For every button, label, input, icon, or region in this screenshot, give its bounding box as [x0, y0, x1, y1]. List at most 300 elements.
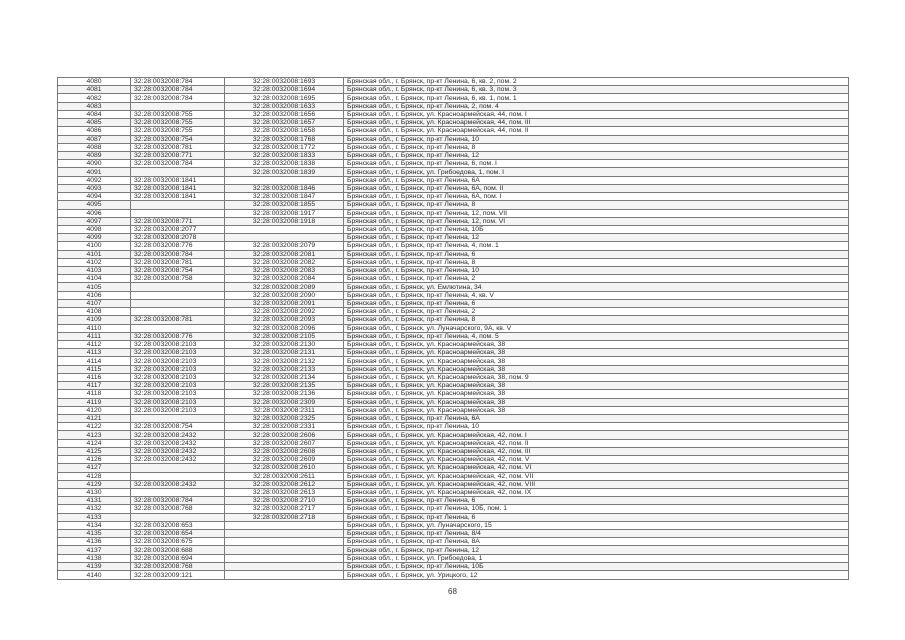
table-row [58, 357, 849, 365]
address-cell: Брянская обл., г. Брянск, ул. Красноармейская, 38, пом. 9 [344, 373, 849, 381]
cadastral-number-primary-cell [131, 299, 225, 307]
cadastral-number-secondary-cell [225, 571, 344, 580]
table-row [58, 349, 849, 357]
row-index-cell: 4137 [58, 546, 131, 554]
table-row [58, 78, 849, 86]
row-index-cell: 4096 [58, 209, 131, 217]
cadastral-number-primary-cell [131, 324, 225, 332]
address-cell: Брянская обл., г. Брянск, ул. Грибоедова, 1 [344, 554, 849, 562]
address-cell: Брянская обл., г. Брянск, пр-кт Ленина, 10Б [344, 225, 849, 233]
cadastral-number-secondary-cell: 32:28:0032008:2081 [225, 250, 344, 258]
cadastral-number-primary-cell: 32:28:0032008:784 [131, 250, 225, 258]
cadastral-number-secondary-cell: 32:28:0032008:2134 [225, 373, 344, 381]
address-cell: Брянская обл., г. Брянск, ул. Красноармейская, 44, пом. II [344, 127, 849, 135]
table-row [58, 332, 849, 340]
row-index-cell: 4095 [58, 201, 131, 209]
table-row [58, 530, 849, 538]
cadastral-number-secondary-cell: 32:28:0032008:2105 [225, 332, 344, 340]
cadastral-number-primary-cell: 32:28:0032008:2103 [131, 382, 225, 390]
cadastral-number-primary-cell [131, 102, 225, 110]
table-row [58, 267, 849, 275]
row-index-cell: 4136 [58, 538, 131, 546]
cadastral-number-secondary-cell: 32:28:0032008:2331 [225, 423, 344, 431]
row-index-cell: 4099 [58, 234, 131, 242]
address-cell: Брянская обл., г. Брянск, пр-кт Ленина, 6А [344, 176, 849, 184]
row-index-cell: 4107 [58, 299, 131, 307]
address-cell: Брянская обл., г. Брянск, пр-кт Ленина, 6, пом. I [344, 160, 849, 168]
cadastral-number-secondary-cell: 32:28:0032008:1772 [225, 143, 344, 151]
cadastral-number-secondary-cell [225, 225, 344, 233]
address-cell: Брянская обл., г. Брянск, пр-кт Ленина, 6 [344, 513, 849, 521]
table-row [58, 341, 849, 349]
cadastral-number-primary-cell [131, 291, 225, 299]
address-cell: Брянская обл., г. Брянск, ул. Красноармейская, 44, пом. III [344, 119, 849, 127]
table-row [58, 390, 849, 398]
cadastral-number-secondary-cell: 32:28:0032008:2131 [225, 349, 344, 357]
address-cell: Брянская обл., г. Брянск, ул. Красноармейская, 38 [344, 357, 849, 365]
row-index-cell: 4085 [58, 119, 131, 127]
address-cell: Брянская обл., г. Брянск, ул. Урицкого, 12 [344, 571, 849, 580]
cadastral-number-primary-cell: 32:28:0032008:758 [131, 275, 225, 283]
cadastral-number-secondary-cell: 32:28:0032008:2132 [225, 357, 344, 365]
cadastral-number-primary-cell: 32:28:0032008:2103 [131, 398, 225, 406]
address-cell: Брянская обл., г. Брянск, пр-кт Ленина, 12, пом. VII [344, 209, 849, 217]
table-row [58, 110, 849, 118]
row-index-cell: 4140 [58, 571, 131, 580]
row-index-cell: 4081 [58, 86, 131, 94]
row-index-cell: 4112 [58, 341, 131, 349]
address-cell: Брянская обл., г. Брянск, ул. Красноармейская, 42, пом. VI [344, 464, 849, 472]
table-row [58, 456, 849, 464]
cadastral-number-secondary-cell: 32:28:0032008:1768 [225, 135, 344, 143]
table-row [58, 308, 849, 316]
row-index-cell: 4082 [58, 94, 131, 102]
table-row [58, 447, 849, 455]
cadastral-number-secondary-cell: 32:28:0032008:1918 [225, 217, 344, 225]
address-cell: Брянская обл., г. Брянск, ул. Красноармейская, 38 [344, 390, 849, 398]
cadastral-number-secondary-cell: 32:28:0032008:1846 [225, 184, 344, 192]
table-row [58, 291, 849, 299]
address-cell: Брянская обл., г. Брянск, ул. Грибоедова, 1, пом. I [344, 168, 849, 176]
cadastral-number-secondary-cell: 32:28:0032008:2096 [225, 324, 344, 332]
table-row [58, 464, 849, 472]
table-row [58, 184, 849, 192]
row-index-cell: 4125 [58, 447, 131, 455]
row-index-cell: 4117 [58, 382, 131, 390]
table-row [58, 168, 849, 176]
row-index-cell: 4086 [58, 127, 131, 135]
cadastral-number-primary-cell: 32:28:0032009:121 [131, 571, 225, 580]
table-row [58, 488, 849, 496]
row-index-cell: 4093 [58, 184, 131, 192]
cadastral-number-primary-cell: 32:28:0032008:784 [131, 160, 225, 168]
cadastral-number-primary-cell: 32:28:0032008:1841 [131, 184, 225, 192]
table-row [58, 193, 849, 201]
address-cell: Брянская обл., г. Брянск, ул. Красноармейская, 42, пом. IX [344, 488, 849, 496]
cadastral-number-primary-cell: 32:28:0032008:781 [131, 143, 225, 151]
table-row [58, 382, 849, 390]
address-cell: Брянская обл., г. Брянск, пр-кт Ленина, 8 [344, 258, 849, 266]
cadastral-number-secondary-cell: 32:28:0032008:2613 [225, 488, 344, 496]
row-index-cell: 4135 [58, 530, 131, 538]
table-row [58, 324, 849, 332]
cadastral-number-primary-cell: 32:28:0032008:754 [131, 135, 225, 143]
cadastral-number-secondary-cell: 32:28:0032008:2611 [225, 472, 344, 480]
row-index-cell: 4094 [58, 193, 131, 201]
address-cell: Брянская обл., г. Брянск, пр-кт Ленина, 12 [344, 151, 849, 159]
cadastral-number-primary-cell: 32:28:0032008:781 [131, 258, 225, 266]
cadastral-number-primary-cell [131, 472, 225, 480]
cadastral-number-secondary-cell: 32:28:0032008:2311 [225, 406, 344, 414]
cadastral-number-secondary-cell: 32:28:0032008:1847 [225, 193, 344, 201]
table-row [58, 102, 849, 110]
table-row [58, 242, 849, 250]
address-cell: Брянская обл., г. Брянск, пр-кт Ленина, 12, пом. VI [344, 217, 849, 225]
address-cell: Брянская обл., г. Брянск, ул. Красноармейская, 38 [344, 382, 849, 390]
row-index-cell: 4089 [58, 151, 131, 159]
row-index-cell: 4129 [58, 480, 131, 488]
row-index-cell: 4115 [58, 365, 131, 373]
table-row [58, 86, 849, 94]
cadastral-number-primary-cell: 32:28:0032008:754 [131, 423, 225, 431]
cadastral-number-primary-cell: 32:28:0032008:781 [131, 316, 225, 324]
table-row [58, 234, 849, 242]
table-row [58, 406, 849, 414]
table-row [58, 209, 849, 217]
cadastral-number-secondary-cell [225, 546, 344, 554]
address-cell: Брянская обл., г. Брянск, пр-кт Ленина, 6А, пом. II [344, 184, 849, 192]
cadastral-number-secondary-cell: 32:28:0032008:2090 [225, 291, 344, 299]
cadastral-number-primary-cell: 32:28:0032008:2103 [131, 349, 225, 357]
row-index-cell: 4108 [58, 308, 131, 316]
cadastral-number-primary-cell: 32:28:0032008:2432 [131, 456, 225, 464]
address-cell: Брянская обл., г. Брянск, пр-кт Ленина, 10 [344, 135, 849, 143]
row-index-cell: 4098 [58, 225, 131, 233]
table-row [58, 119, 849, 127]
address-cell: Брянская обл., г. Брянск, ул. Красноармейская, 44, пом. I [344, 110, 849, 118]
table-row [58, 538, 849, 546]
address-cell: Брянская обл., г. Брянск, ул. Красноармейская, 42, пом. VIII [344, 480, 849, 488]
cadastral-number-primary-cell [131, 283, 225, 291]
cadastral-number-secondary-cell: 32:28:0032008:2089 [225, 283, 344, 291]
cadastral-number-secondary-cell: 32:28:0032008:2718 [225, 513, 344, 521]
table-row [58, 258, 849, 266]
row-index-cell: 4126 [58, 456, 131, 464]
row-index-cell: 4119 [58, 398, 131, 406]
row-index-cell: 4114 [58, 357, 131, 365]
cadastral-number-secondary-cell: 32:28:0032008:2084 [225, 275, 344, 283]
table-row [58, 480, 849, 488]
cadastral-number-primary-cell: 32:28:0032008:784 [131, 86, 225, 94]
cadastral-number-secondary-cell: 32:28:0032008:1693 [225, 78, 344, 86]
address-cell: Брянская обл., г. Брянск, ул. Красноармейская, 42, пом. III [344, 447, 849, 455]
cadastral-number-secondary-cell [225, 554, 344, 562]
cadastral-number-secondary-cell: 32:28:0032008:2607 [225, 439, 344, 447]
cadastral-number-primary-cell: 32:28:0032008:1841 [131, 193, 225, 201]
cadastral-number-primary-cell [131, 513, 225, 521]
cadastral-number-secondary-cell: 32:28:0032008:2136 [225, 390, 344, 398]
address-cell: Брянская обл., г. Брянск, пр-кт Ленина, 6А, пом. I [344, 193, 849, 201]
row-index-cell: 4123 [58, 431, 131, 439]
table-row [58, 521, 849, 529]
cadastral-number-primary-cell: 32:28:0032008:776 [131, 242, 225, 250]
address-cell: Брянская обл., г. Брянск, пр-кт Ленина, 6 [344, 497, 849, 505]
cadastral-number-primary-cell: 32:28:0032008:784 [131, 94, 225, 102]
address-cell: Брянская обл., г. Брянск, пр-кт Ленина, 4, пом. 5 [344, 332, 849, 340]
cadastral-number-primary-cell: 32:28:0032008:755 [131, 110, 225, 118]
row-index-cell: 4116 [58, 373, 131, 381]
cadastral-number-secondary-cell: 32:28:0032008:2093 [225, 316, 344, 324]
cadastral-number-secondary-cell: 32:28:0032008:1657 [225, 119, 344, 127]
table-row [58, 217, 849, 225]
address-cell: Брянская обл., г. Брянск, пр-кт Ленина, 6А [344, 414, 849, 422]
address-cell: Брянская обл., г. Брянск, ул. Красноармейская, 42, пом. I [344, 431, 849, 439]
row-index-cell: 4092 [58, 176, 131, 184]
row-index-cell: 4133 [58, 513, 131, 521]
cadastral-number-primary-cell: 32:28:0032008:675 [131, 538, 225, 546]
address-cell: Брянская обл., г. Брянск, ул. Луначарского, 9А, кв. V [344, 324, 849, 332]
cadastral-number-primary-cell: 32:28:0032008:768 [131, 562, 225, 570]
cadastral-number-primary-cell: 32:28:0032008:2103 [131, 390, 225, 398]
cadastral-number-secondary-cell: 32:28:0032008:2135 [225, 382, 344, 390]
cadastral-number-secondary-cell [225, 530, 344, 538]
cadastral-number-primary-cell: 32:28:0032008:2432 [131, 431, 225, 439]
table-row [58, 505, 849, 513]
address-cell: Брянская обл., г. Брянск, пр-кт Ленина, 4, пом. 1 [344, 242, 849, 250]
cadastral-number-secondary-cell: 32:28:0032008:1694 [225, 86, 344, 94]
address-cell: Брянская обл., г. Брянск, пр-кт Ленина, 8 [344, 143, 849, 151]
cadastral-number-secondary-cell: 32:28:0032008:2612 [225, 480, 344, 488]
row-index-cell: 4091 [58, 168, 131, 176]
cadastral-number-secondary-cell [225, 538, 344, 546]
cadastral-registry-table [57, 77, 849, 580]
cadastral-number-primary-cell: 32:28:0032008:2103 [131, 373, 225, 381]
cadastral-number-secondary-cell: 32:28:0032008:2325 [225, 414, 344, 422]
cadastral-number-primary-cell: 32:28:0032008:755 [131, 119, 225, 127]
address-cell: Брянская обл., г. Брянск, пр-кт Ленина, 6, кв. 1, пом. 1 [344, 94, 849, 102]
address-cell: Брянская обл., г. Брянск, ул. Красноармейская, 38 [344, 365, 849, 373]
table-row [58, 562, 849, 570]
cadastral-number-secondary-cell: 32:28:0032008:2092 [225, 308, 344, 316]
cadastral-number-secondary-cell: 32:28:0032008:1917 [225, 209, 344, 217]
address-cell: Брянская обл., г. Брянск, пр-кт Ленина, 2 [344, 308, 849, 316]
address-cell: Брянская обл., г. Брянск, пр-кт Ленина, 8 [344, 201, 849, 209]
table-row [58, 94, 849, 102]
row-index-cell: 4101 [58, 250, 131, 258]
row-index-cell: 4120 [58, 406, 131, 414]
address-cell: Брянская обл., г. Брянск, пр-кт Ленина, 6 [344, 299, 849, 307]
row-index-cell: 4110 [58, 324, 131, 332]
address-cell: Брянская обл., г. Брянск, пр-кт Ленина, 2, пом. 4 [344, 102, 849, 110]
row-index-cell: 4111 [58, 332, 131, 340]
address-cell: Брянская обл., г. Брянск, пр-кт Ленина, 6, кв. 2, пом. 2 [344, 78, 849, 86]
table-row [58, 414, 849, 422]
cadastral-number-primary-cell: 32:28:0032008:784 [131, 497, 225, 505]
table-row [58, 554, 849, 562]
table-row [58, 571, 849, 580]
cadastral-number-primary-cell [131, 201, 225, 209]
table-row [58, 250, 849, 258]
table-row [58, 283, 849, 291]
cadastral-number-secondary-cell: 32:28:0032008:2606 [225, 431, 344, 439]
cadastral-number-primary-cell: 32:28:0032008:653 [131, 521, 225, 529]
address-cell: Брянская обл., г. Брянск, пр-кт Ленина, 10 [344, 267, 849, 275]
cadastral-number-primary-cell: 32:28:0032008:771 [131, 151, 225, 159]
row-index-cell: 4124 [58, 439, 131, 447]
address-cell: Брянская обл., г. Брянск, пр-кт Ленина, 10 [344, 423, 849, 431]
address-cell: Брянская обл., г. Брянск, пр-кт Ленина, 12 [344, 234, 849, 242]
cadastral-number-secondary-cell [225, 234, 344, 242]
cadastral-number-secondary-cell: 32:28:0032008:1839 [225, 168, 344, 176]
address-cell: Брянская обл., г. Брянск, ул. Красноармейская, 42, пом. VII [344, 472, 849, 480]
table-row [58, 316, 849, 324]
cadastral-number-secondary-cell: 32:28:0032008:2609 [225, 456, 344, 464]
cadastral-number-primary-cell: 32:28:0032008:2103 [131, 365, 225, 373]
cadastral-number-primary-cell: 32:28:0032008:754 [131, 267, 225, 275]
row-index-cell: 4080 [58, 78, 131, 86]
row-index-cell: 4104 [58, 275, 131, 283]
cadastral-number-primary-cell: 32:28:0032008:2432 [131, 447, 225, 455]
cadastral-number-primary-cell [131, 168, 225, 176]
cadastral-number-primary-cell: 32:28:0032008:2103 [131, 357, 225, 365]
cadastral-number-primary-cell: 32:28:0032008:755 [131, 127, 225, 135]
cadastral-number-primary-cell: 32:28:0032008:2432 [131, 439, 225, 447]
cadastral-number-secondary-cell: 32:28:0032008:2717 [225, 505, 344, 513]
cadastral-number-secondary-cell: 32:28:0032008:1695 [225, 94, 344, 102]
row-index-cell: 4128 [58, 472, 131, 480]
table-row [58, 201, 849, 209]
row-index-cell: 4127 [58, 464, 131, 472]
table-row [58, 176, 849, 184]
table-row [58, 497, 849, 505]
row-index-cell: 4105 [58, 283, 131, 291]
address-cell: Брянская обл., г. Брянск, пр-кт Ленина, 6 [344, 250, 849, 258]
page-number: 68 [448, 587, 457, 596]
cadastral-number-secondary-cell: 32:28:0032008:2091 [225, 299, 344, 307]
address-cell: Брянская обл., г. Брянск, пр-кт Ленина, 10Б, пом. 1 [344, 505, 849, 513]
address-cell: Брянская обл., г. Брянск, пр-кт Ленина, 2 [344, 275, 849, 283]
address-cell: Брянская обл., г. Брянск, пр-кт Ленина, 12 [344, 546, 849, 554]
table-row [58, 299, 849, 307]
cadastral-number-secondary-cell: 32:28:0032008:1833 [225, 151, 344, 159]
row-index-cell: 4139 [58, 562, 131, 570]
table-row [58, 275, 849, 283]
table-row [58, 373, 849, 381]
cadastral-number-primary-cell: 32:28:0032008:2077 [131, 225, 225, 233]
cadastral-number-secondary-cell [225, 176, 344, 184]
row-index-cell: 4134 [58, 521, 131, 529]
row-index-cell: 4100 [58, 242, 131, 250]
row-index-cell: 4138 [58, 554, 131, 562]
cadastral-number-primary-cell: 32:28:0032008:776 [131, 332, 225, 340]
address-cell: Брянская обл., г. Брянск, ул. Красноармейская, 38 [344, 406, 849, 414]
address-cell: Брянская обл., г. Брянск, пр-кт Ленина, 8 [344, 316, 849, 324]
row-index-cell: 4087 [58, 135, 131, 143]
address-cell: Брянская обл., г. Брянск, пр-кт Ленина, 8А [344, 538, 849, 546]
table-row [58, 127, 849, 135]
address-cell: Брянская обл., г. Брянск, пр-кт Ленина, 6, кв. 3, пом. 3 [344, 86, 849, 94]
cadastral-number-primary-cell: 32:28:0032008:2078 [131, 234, 225, 242]
cadastral-number-primary-cell: 32:28:0032008:654 [131, 530, 225, 538]
cadastral-number-primary-cell [131, 308, 225, 316]
cadastral-number-secondary-cell [225, 562, 344, 570]
cadastral-number-secondary-cell: 32:28:0032008:2608 [225, 447, 344, 455]
row-index-cell: 4113 [58, 349, 131, 357]
cadastral-number-secondary-cell: 32:28:0032008:2133 [225, 365, 344, 373]
row-index-cell: 4083 [58, 102, 131, 110]
row-index-cell: 4131 [58, 497, 131, 505]
cadastral-number-primary-cell [131, 488, 225, 496]
registry-table-body [58, 78, 849, 580]
cadastral-number-primary-cell [131, 209, 225, 217]
cadastral-number-secondary-cell: 32:28:0032008:2079 [225, 242, 344, 250]
table-row [58, 431, 849, 439]
cadastral-number-primary-cell: 32:28:0032008:768 [131, 505, 225, 513]
cadastral-number-primary-cell: 32:28:0032008:688 [131, 546, 225, 554]
row-index-cell: 4102 [58, 258, 131, 266]
row-index-cell: 4130 [58, 488, 131, 496]
address-cell: Брянская обл., г. Брянск, ул. Красноармейская, 38 [344, 398, 849, 406]
cadastral-number-primary-cell: 32:28:0032008:771 [131, 217, 225, 225]
table-row [58, 365, 849, 373]
cadastral-number-secondary-cell [225, 521, 344, 529]
table-row [58, 472, 849, 480]
cadastral-number-primary-cell [131, 464, 225, 472]
cadastral-number-primary-cell: 32:28:0032008:2103 [131, 406, 225, 414]
row-index-cell: 4118 [58, 390, 131, 398]
table-row [58, 151, 849, 159]
cadastral-number-secondary-cell: 32:28:0032008:1656 [225, 110, 344, 118]
table-row [58, 225, 849, 233]
address-cell: Брянская обл., г. Брянск, пр-кт Ленина, 4, кв. V [344, 291, 849, 299]
table-row [58, 546, 849, 554]
cadastral-number-primary-cell: 32:28:0032008:2103 [131, 341, 225, 349]
table-row [58, 423, 849, 431]
table-row [58, 439, 849, 447]
cadastral-number-secondary-cell: 32:28:0032008:2082 [225, 258, 344, 266]
table-row [58, 160, 849, 168]
row-index-cell: 4097 [58, 217, 131, 225]
row-index-cell: 4132 [58, 505, 131, 513]
row-index-cell: 4122 [58, 423, 131, 431]
address-cell: Брянская обл., г. Брянск, ул. Красноармейская, 38 [344, 341, 849, 349]
row-index-cell: 4103 [58, 267, 131, 275]
address-cell: Брянская обл., г. Брянск, пр-кт Ленина, 10Б [344, 562, 849, 570]
cadastral-number-secondary-cell: 32:28:0032008:1633 [225, 102, 344, 110]
cadastral-number-primary-cell: 32:28:0032008:784 [131, 78, 225, 86]
row-index-cell: 4090 [58, 160, 131, 168]
cadastral-number-primary-cell [131, 414, 225, 422]
row-index-cell: 4109 [58, 316, 131, 324]
table-row [58, 143, 849, 151]
address-cell: Брянская обл., г. Брянск, пр-кт Ленина, 8/4 [344, 530, 849, 538]
address-cell: Брянская обл., г. Брянск, ул. Красноармейская, 42, пом. II [344, 439, 849, 447]
row-index-cell: 4106 [58, 291, 131, 299]
address-cell: Брянская обл., г. Брянск, ул. Луначарского, 15 [344, 521, 849, 529]
address-cell: Брянская обл., г. Брянск, ул. Красноармейская, 42, пом. V [344, 456, 849, 464]
row-index-cell: 4088 [58, 143, 131, 151]
cadastral-number-secondary-cell: 32:28:0032008:2083 [225, 267, 344, 275]
row-index-cell: 4121 [58, 414, 131, 422]
table-row [58, 513, 849, 521]
cadastral-number-primary-cell: 32:28:0032008:1841 [131, 176, 225, 184]
cadastral-number-primary-cell: 32:28:0032008:2432 [131, 480, 225, 488]
cadastral-number-primary-cell: 32:28:0032008:694 [131, 554, 225, 562]
cadastral-number-secondary-cell: 32:28:0032008:1658 [225, 127, 344, 135]
table-row [58, 398, 849, 406]
cadastral-number-secondary-cell: 32:28:0032008:2309 [225, 398, 344, 406]
cadastral-number-secondary-cell: 32:28:0032008:2610 [225, 464, 344, 472]
